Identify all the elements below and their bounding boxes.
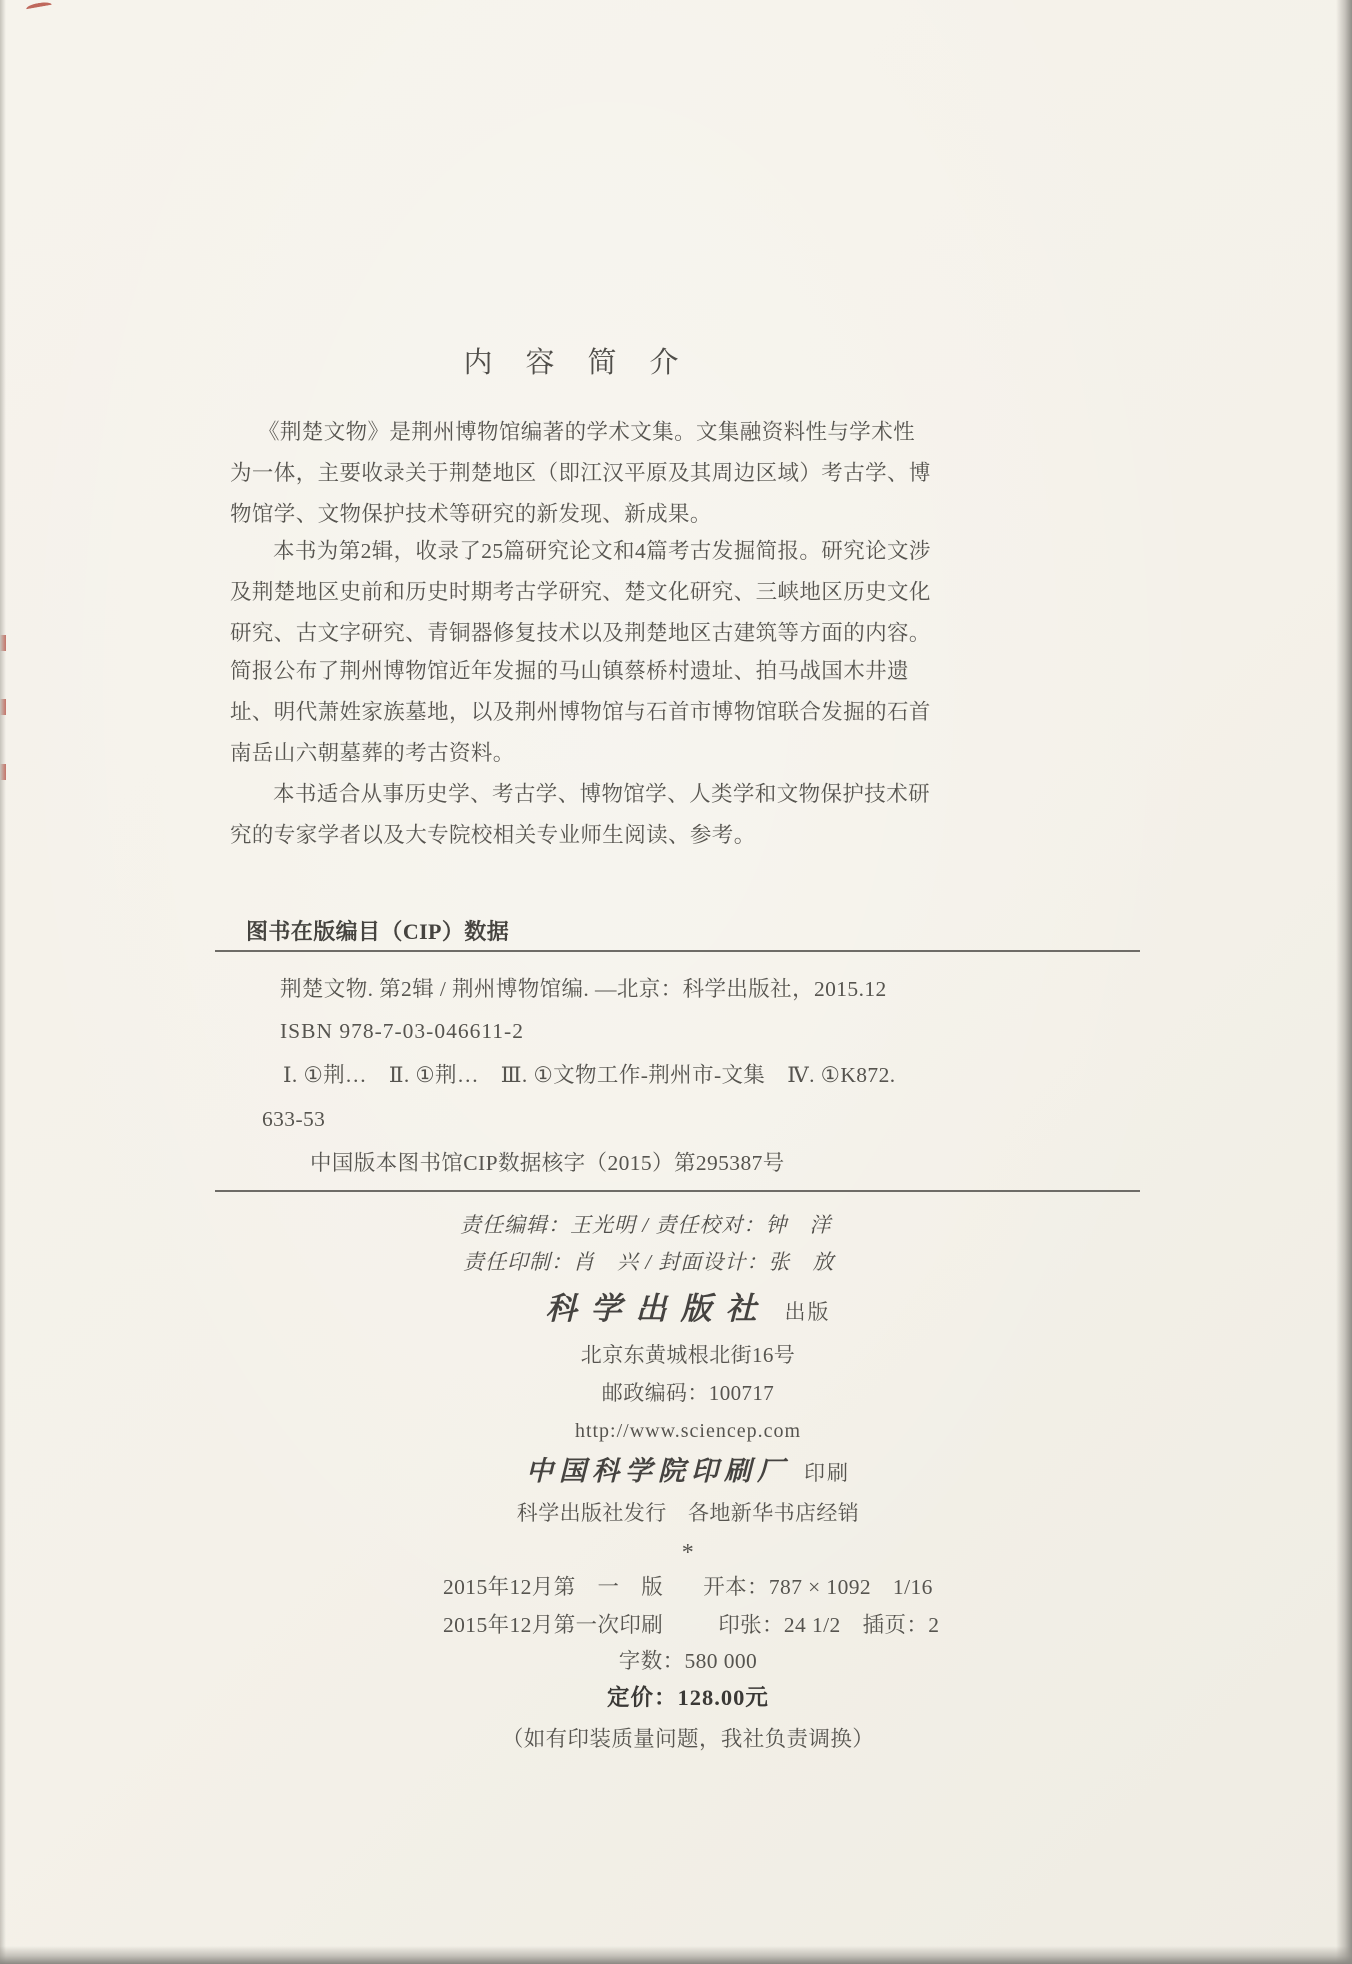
quality-note: （如有印装质量问题，我社负责调换） bbox=[501, 1727, 875, 1751]
distribution-line: 科学出版社发行 各地新华书店经销 bbox=[516, 1501, 860, 1525]
cip-classification-continued: 633-53 bbox=[262, 1107, 326, 1131]
intro-paragraph-line: 究的专家学者以及大专院校相关专业师生阅读、参考。 bbox=[230, 823, 756, 847]
publisher-url: http://www.sciencep.com bbox=[574, 1420, 802, 1442]
printer-suffix: 印刷 bbox=[804, 1461, 850, 1485]
cip-top-rule bbox=[215, 950, 1140, 952]
scan-edge-bottom bbox=[0, 1946, 1352, 1964]
page-title: 内 容 简 介 bbox=[463, 347, 681, 379]
cip-classification: Ⅰ. ①荆… Ⅱ. ①荆… Ⅲ. ①文物工作-荆州市-文集 Ⅳ. ①K872. bbox=[283, 1063, 896, 1087]
cip-isbn: ISBN 978-7-03-046611-2 bbox=[280, 1019, 524, 1043]
cip-heading bbox=[246, 918, 509, 946]
intro-paragraph-line: 《荆楚文物》是荆州博物馆编著的学术文集。文集融资料性与学术性 bbox=[258, 420, 916, 444]
intro-paragraph-line: 及荆楚地区史前和历史时期考古学研究、楚文化研究、三峡地区历史文化 bbox=[230, 580, 931, 604]
publisher-address: 北京东黄城根北街16号 bbox=[580, 1343, 796, 1367]
publisher-zip: 邮政编码：100717 bbox=[601, 1381, 775, 1405]
scan-edge-left bbox=[0, 0, 6, 1964]
publisher-suffix: 出版 bbox=[784, 1300, 831, 1324]
printing-date: 2015年12月第一次印刷 bbox=[443, 1613, 664, 1637]
edition-line bbox=[443, 1574, 933, 1601]
intro-paragraph-line: 研究、古文字研究、青铜器修复技术以及荆楚地区古建筑等方面的内容。 bbox=[230, 621, 931, 645]
science-press-logo: 科学出版社 bbox=[545, 1291, 771, 1326]
price: 定价：128.00元 bbox=[607, 1685, 769, 1710]
sheet-spec: 印张：24 1/2 插页：2 bbox=[718, 1613, 940, 1637]
cip-heading-post: ）数据 bbox=[441, 919, 510, 944]
publisher-line bbox=[232, 1290, 1144, 1329]
printer-line bbox=[232, 1455, 1144, 1489]
cip-record-number: 中国版本图书馆CIP数据核字（2015）第295387号 bbox=[310, 1151, 785, 1175]
intro-paragraph-line: 为一体，主要收录关于荆楚地区（即江汉平原及其周边区域）考古学、博 bbox=[230, 461, 931, 485]
format-spec: 开本：787 × 1092 1/16 bbox=[703, 1575, 933, 1599]
cip-heading-pre: 图书在版编目（ bbox=[246, 919, 403, 944]
edition-date: 2015年12月第 一 版 bbox=[443, 1575, 664, 1599]
staff-printing-design: 责任印制：肖 兴 / 封面设计：张 放 bbox=[463, 1250, 835, 1274]
intro-paragraph-line: 物馆学、文物保护技术等研究的新发现、新成果。 bbox=[230, 502, 712, 526]
cip-bottom-rule bbox=[215, 1190, 1140, 1192]
divider-asterisk: * bbox=[681, 1540, 695, 1566]
intro-paragraph-line: 简报公布了荆州博物馆近年发掘的马山镇蔡桥村遗址、拍马战国木井遗 bbox=[230, 659, 909, 683]
printing-line bbox=[443, 1612, 939, 1639]
intro-paragraph-line: 址、明代萧姓家族墓地，以及荆州博物馆与石首市博物馆联合发掘的石首 bbox=[230, 700, 931, 724]
scan-edge-right bbox=[1336, 0, 1352, 1964]
scan-red-mark bbox=[26, 1, 53, 13]
word-count: 字数：580 000 bbox=[618, 1649, 758, 1673]
intro-paragraph-line: 南岳山六朝墓葬的考古资料。 bbox=[230, 741, 515, 765]
printer-logo: 中国科学院印刷厂 bbox=[526, 1456, 790, 1486]
cip-heading-acronym: CIP bbox=[402, 919, 442, 944]
cip-title-statement: 荆楚文物. 第2辑 / 荆州博物馆编. —北京：科学出版社，2015.12 bbox=[280, 977, 887, 1001]
intro-paragraph-line: 本书适合从事历史学、考古学、博物馆学、人类学和文物保护技术研 bbox=[273, 782, 931, 806]
intro-paragraph-line: 本书为第2辑，收录了25篇研究论文和4篇考古发掘简报。研究论文涉 bbox=[273, 539, 931, 563]
staff-editors: 责任编辑：王光明 / 责任校对：钟 洋 bbox=[460, 1213, 832, 1237]
